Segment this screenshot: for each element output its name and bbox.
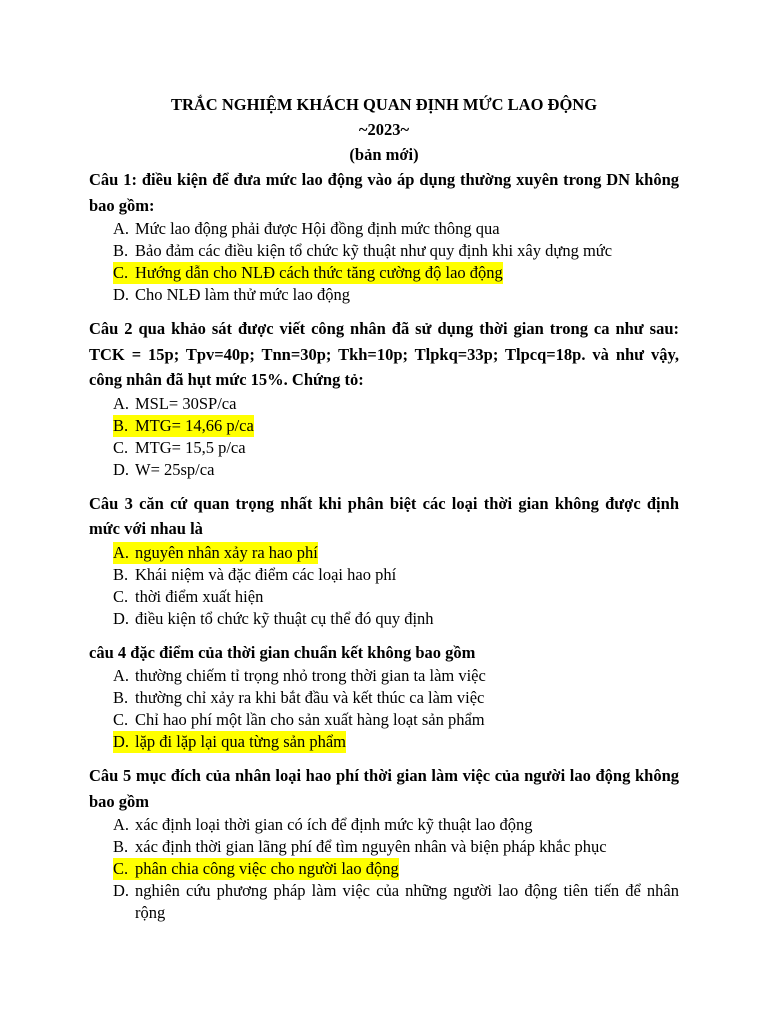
- option-letter: D.: [113, 459, 130, 479]
- question-2-options: [89, 393, 679, 481]
- question-1-options: [89, 218, 679, 306]
- q3-option-d: [113, 608, 679, 630]
- question-4: câu 4 đặc điểm của thời gian chuẩn kết không bao gồm: [89, 642, 476, 662]
- option-text: Hướng dẫn cho NLĐ cách thức tăng cường độ lao động: [135, 263, 503, 282]
- option-text: Khái niệm và đặc điểm các loại hao phí: [135, 564, 397, 584]
- q5-option-d: [113, 880, 679, 924]
- option-letter: B.: [113, 837, 129, 856]
- option-letter: B.: [113, 241, 129, 260]
- q3-option-a-highlighted-answer: [113, 542, 318, 564]
- q4-option-d-highlighted-answer: [113, 731, 346, 753]
- option-letter: A.: [113, 542, 130, 562]
- option-text: điều kiện tổ chức kỹ thuật cụ thể đó quy định: [135, 608, 434, 628]
- option-letter: C.: [113, 710, 129, 729]
- option-text: nghiên cứu phương pháp làm việc của những người lao động tiên tiến để nhân rộng: [135, 881, 679, 922]
- question-3: Câu 3 căn cứ quan trọng nhất khi phân biệt các loại thời gian không được định mức với nhau là: [89, 493, 679, 538]
- option-text: MSL= 30SP/ca: [135, 393, 237, 413]
- option-letter: C.: [113, 263, 129, 282]
- option-letter: A.: [113, 393, 130, 413]
- q2-option-a: [113, 393, 679, 415]
- option-text: thường chiếm tỉ trọng nhỏ trong thời gian ta làm việc: [135, 666, 486, 685]
- q1-option-d: [113, 284, 679, 306]
- option-letter: B.: [113, 564, 129, 584]
- option-text: thường chỉ xảy ra khi bắt đầu và kết thúc ca làm việc: [135, 688, 485, 707]
- q1-option-a: [113, 218, 679, 240]
- option-letter: A.: [113, 815, 130, 834]
- document-page: [89, 92, 679, 924]
- option-text: Cho NLĐ làm thử mức lao động: [135, 285, 350, 304]
- q2-option-b-highlighted-answer: [113, 415, 254, 437]
- q3-option-c: [113, 586, 679, 608]
- option-text: nguyên nhân xảy ra hao phí: [135, 542, 318, 562]
- q4-option-b: [113, 687, 679, 709]
- option-letter: D.: [113, 285, 130, 304]
- option-text: W= 25sp/ca: [135, 459, 215, 479]
- document-year: ~2023~: [358, 120, 410, 139]
- option-text: Chỉ hao phí một lần cho sản xuất hàng loạt sản phẩm: [135, 710, 485, 729]
- option-text: xác định thời gian lãng phí để tìm nguyên nhân và biện pháp khắc phục: [135, 837, 607, 856]
- question-4-options: [89, 665, 679, 753]
- q2-option-d: [113, 459, 679, 481]
- q5-option-a: [113, 814, 679, 836]
- document-edition: (bản mới): [349, 145, 419, 164]
- q5-option-c-highlighted-answer: [113, 858, 399, 880]
- question-5-options: [89, 814, 679, 924]
- q4-option-c: [113, 709, 679, 731]
- document-title: TRẮC NGHIỆM KHÁCH QUAN ĐỊNH MỨC LAO ĐỘNG: [170, 95, 598, 114]
- option-letter: D.: [113, 608, 130, 628]
- q4-option-a: [113, 665, 679, 687]
- option-letter: D.: [113, 732, 130, 751]
- option-letter: B.: [113, 688, 129, 707]
- option-letter: A.: [113, 666, 130, 685]
- q1-option-b: [113, 240, 679, 262]
- question-5: Câu 5 mục đích của nhân loại hao phí thời gian làm việc của người lao động không bao gồm: [89, 766, 679, 811]
- option-letter: C.: [113, 859, 129, 878]
- option-letter: C.: [113, 437, 129, 457]
- option-letter: B.: [113, 415, 129, 435]
- q1-option-c-highlighted-answer: [113, 262, 503, 284]
- question-2: Câu 2 qua khảo sát được viết công nhân đã sử dụng thời gian trong ca như sau: TCK = 15p; Tpv=40p; Tnn=30p; Tkh=10p; Tlpkq=33p; Tlpcq=18p. và như vậy, công nhân đã hụt mức 15%. Chứng tỏ:: [89, 319, 679, 389]
- option-letter: A.: [113, 219, 130, 238]
- option-text: MTG= 14,66 p/ca: [135, 415, 254, 435]
- q2-option-c: [113, 437, 679, 459]
- question-1: Câu 1: điều kiện để đưa mức lao động vào áp dụng thường xuyên trong DN không bao gồm:: [89, 170, 679, 215]
- option-text: lặp đi lặp lại qua từng sản phẩm: [135, 732, 347, 751]
- option-text: phân chia công việc cho người lao động: [135, 859, 399, 878]
- question-3-options: [89, 542, 679, 630]
- option-text: MTG= 15,5 p/ca: [135, 437, 246, 457]
- option-text: thời điểm xuất hiện: [135, 586, 264, 606]
- option-text: Bảo đảm các điều kiện tổ chức kỹ thuật như quy định khi xây dựng mức: [135, 241, 613, 260]
- option-text: Mức lao động phải được Hội đồng định mức thông qua: [135, 219, 500, 238]
- option-letter: C.: [113, 586, 129, 606]
- q5-option-b: [113, 836, 679, 858]
- q3-option-b: [113, 564, 679, 586]
- option-text: xác định loại thời gian có ích để định mức kỹ thuật lao động: [135, 815, 533, 834]
- option-letter: D.: [113, 881, 130, 900]
